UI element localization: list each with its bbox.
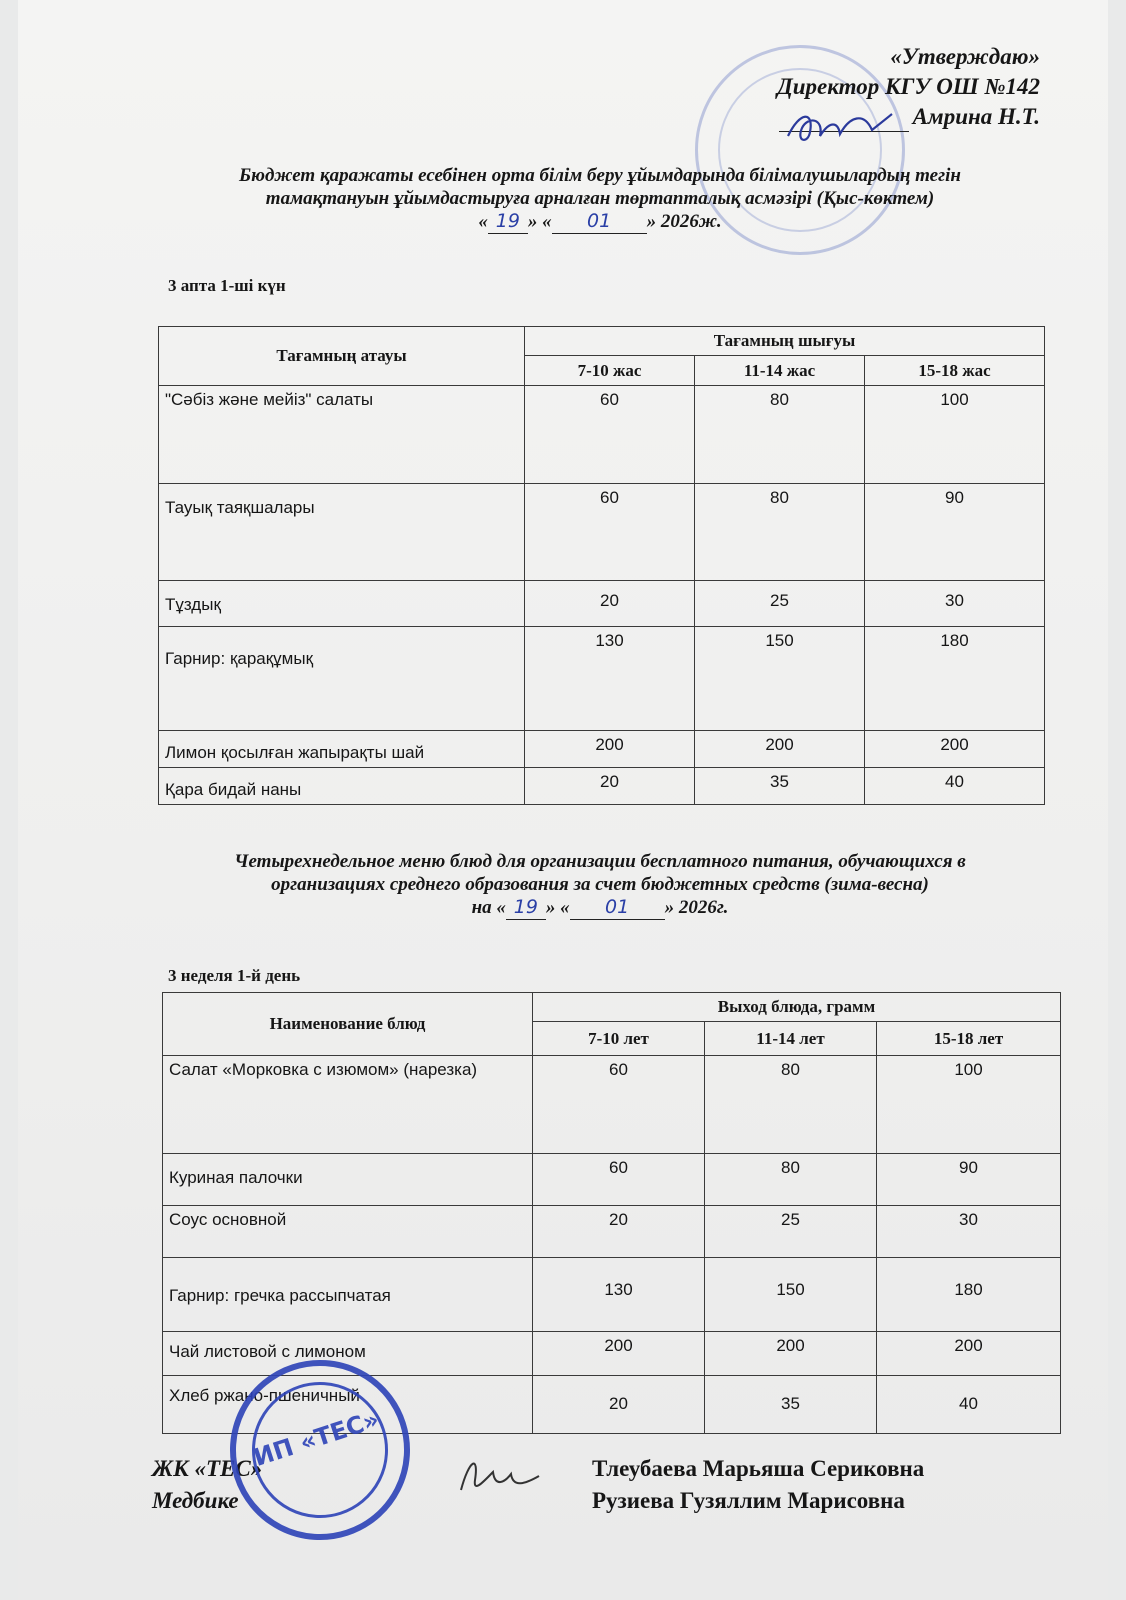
ru-date-day: 19: [506, 896, 546, 920]
dish-output-11-14: 80: [695, 386, 865, 484]
dish-name: Лимон қосылған жапырақты шай: [159, 731, 525, 768]
footer-name-2: Рузиева Гузяллим Марисовна: [592, 1488, 905, 1513]
dish-name: Тауық таяқшалары: [159, 484, 525, 581]
kz-date: « 19 » « 01 » 2026ж.: [478, 210, 722, 232]
dish-output-11-14: 35: [705, 1376, 877, 1434]
table-row: [163, 1056, 1061, 1154]
kz-age-header-3: 15-18 жас: [865, 356, 1045, 386]
dish-name: Тұздық: [159, 581, 525, 627]
approval-name-line: [777, 102, 1040, 132]
dish-name: Хлеб ржано-пшеничный: [163, 1376, 533, 1434]
ru-col-output-header: Выход блюда, грамм: [533, 993, 1061, 1022]
dish-output-15-18: 30: [877, 1206, 1061, 1258]
dish-output-15-18: 40: [877, 1376, 1061, 1434]
kz-heading: [150, 164, 1050, 234]
table-row: [163, 1154, 1061, 1206]
dish-output-11-14: 35: [695, 768, 865, 805]
dish-output-15-18: 100: [865, 386, 1045, 484]
dish-output-11-14: 25: [705, 1206, 877, 1258]
kz-title-line2: тамақтануын ұйымдастыруға арналған төртапталық асмәзірі (Қыс-көктем): [265, 188, 935, 209]
dish-output-11-14: 25: [695, 581, 865, 627]
footer-nurse-role: Медбике: [152, 1488, 239, 1513]
dish-output-15-18: 180: [877, 1258, 1061, 1332]
table-row: [159, 386, 1045, 484]
approval-title: «Утверждаю»: [890, 44, 1040, 69]
nurse-signature: [455, 1450, 545, 1500]
ru-date: на « 19 » « 01 » 2026г.: [471, 896, 729, 918]
ru-age-header-1: 7-10 лет: [533, 1022, 705, 1056]
table-row: [163, 1206, 1061, 1258]
dish-output-15-18: 180: [865, 627, 1045, 731]
dish-output-11-14: 200: [705, 1332, 877, 1376]
footer-company: ЖК «ТЕС»: [152, 1456, 263, 1481]
table-row: [159, 484, 1045, 581]
dish-output-15-18: 100: [877, 1056, 1061, 1154]
ru-title-line1: Четырехнедельное меню блюд для организации бесплатного питания, обучающихся в: [234, 851, 966, 872]
kz-subheading: 3 апта 1-ші күн: [168, 276, 286, 295]
approval-block: [777, 42, 1040, 132]
dish-output-7-10: 200: [533, 1332, 705, 1376]
ru-col-name-header: Наименование блюд: [163, 993, 533, 1056]
dish-output-7-10: 60: [533, 1056, 705, 1154]
dish-output-11-14: 80: [705, 1154, 877, 1206]
table-row: [159, 731, 1045, 768]
dish-name: Гарнир: гречка рассыпчатая: [163, 1258, 533, 1332]
ru-title-line2: организациях среднего образования за счет бюджетных средств (зима-весна): [271, 874, 929, 895]
dish-output-7-10: 60: [533, 1154, 705, 1206]
dish-name: Салат «Морковка с изюмом» (нарезка): [163, 1056, 533, 1154]
dish-output-15-18: 200: [865, 731, 1045, 768]
dish-output-11-14: 80: [695, 484, 865, 581]
dish-output-7-10: 20: [525, 768, 695, 805]
dish-output-15-18: 200: [877, 1332, 1061, 1376]
kz-title-line1: Бюджет қаражаты есебінен орта білім беру ұйымдарында білімалушылардың тегін: [239, 165, 961, 186]
approval-director: Директор КГУ ОШ №142: [777, 74, 1040, 99]
kz-age-header-1: 7-10 жас: [525, 356, 695, 386]
ru-subheading: 3 неделя 1-й день: [168, 966, 301, 985]
approval-director-name: Амрина Н.Т.: [912, 104, 1040, 129]
dish-name: Соус основной: [163, 1206, 533, 1258]
table-row: [163, 1258, 1061, 1332]
dish-name: Гарнир: қарақұмық: [159, 627, 525, 731]
kz-date-month: 01: [552, 210, 647, 234]
table-row: [159, 768, 1045, 805]
kz-col-name-header: Тағамның атауы: [159, 327, 525, 386]
dish-output-11-14: 80: [705, 1056, 877, 1154]
dish-name: Куриная палочки: [163, 1154, 533, 1206]
dish-name: Чай листовой с лимоном: [163, 1332, 533, 1376]
dish-name: "Сәбіз және мейіз" салаты: [159, 386, 525, 484]
kz-col-output-header: Тағамның шығуы: [525, 327, 1045, 356]
dish-output-7-10: 20: [525, 581, 695, 627]
table-row: [159, 581, 1045, 627]
dish-output-15-18: 90: [865, 484, 1045, 581]
dish-name: Қара бидай наны: [159, 768, 525, 805]
dish-output-15-18: 90: [877, 1154, 1061, 1206]
dish-output-7-10: 20: [533, 1206, 705, 1258]
director-signature: [780, 106, 900, 150]
kz-menu-table: [158, 326, 1045, 805]
dish-output-7-10: 130: [533, 1258, 705, 1332]
ru-heading: [150, 850, 1050, 920]
dish-output-7-10: 60: [525, 484, 695, 581]
dish-output-7-10: 20: [533, 1376, 705, 1434]
dish-output-11-14: 200: [695, 731, 865, 768]
kz-age-header-2: 11-14 жас: [695, 356, 865, 386]
dish-output-7-10: 60: [525, 386, 695, 484]
footer-names: [592, 1453, 924, 1517]
dish-output-7-10: 130: [525, 627, 695, 731]
stamp-label: ИП «ТЕС»: [250, 1405, 383, 1472]
dish-output-11-14: 150: [695, 627, 865, 731]
kz-date-day: 19: [488, 210, 528, 234]
ru-age-header-2: 11-14 лет: [705, 1022, 877, 1056]
table-row: [159, 627, 1045, 731]
ru-age-header-3: 15-18 лет: [877, 1022, 1061, 1056]
dish-output-11-14: 150: [705, 1258, 877, 1332]
ru-date-month: 01: [570, 896, 665, 920]
dish-output-15-18: 40: [865, 768, 1045, 805]
dish-output-7-10: 200: [525, 731, 695, 768]
footer-name-1: Тлеубаева Марьяша Сериковна: [592, 1456, 925, 1481]
dish-output-15-18: 30: [865, 581, 1045, 627]
